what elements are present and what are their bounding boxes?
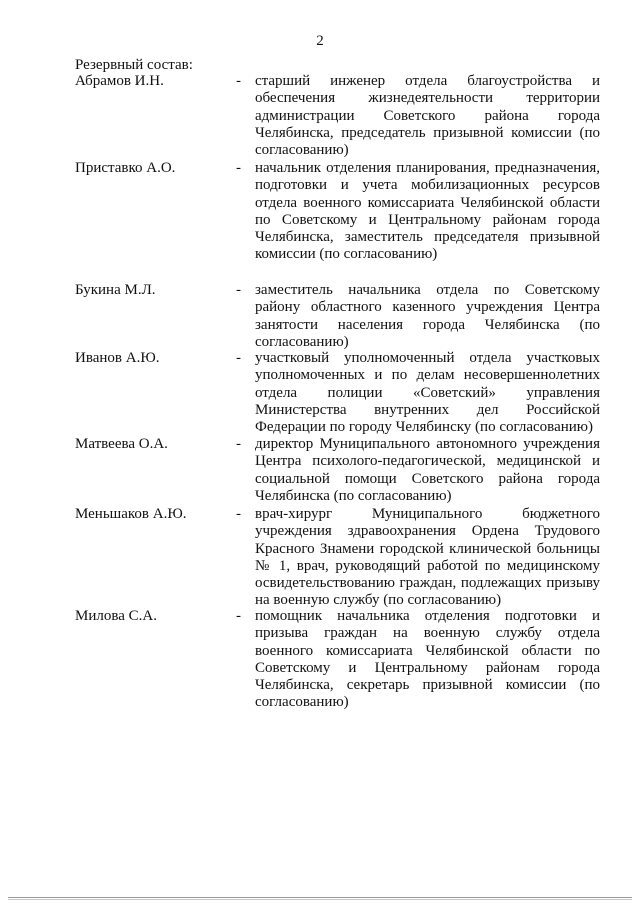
member-name: Матвеева О.А. [75, 436, 168, 452]
footer-rule [8, 899, 632, 900]
member-name: Приставко А.О. [75, 160, 176, 176]
member-role: участковый уполномоченный отдела участковых уполномоченных и по делам несовершеннолетних отдела полиции «Советский» управления Министерства внутренних дел Российской Федерации по городу Челябинску (по согласованию) [255, 350, 600, 436]
member-name: Букина М.Л. [75, 282, 156, 298]
page-number: 2 [316, 33, 324, 49]
member-role: врач-хирург Муниципального бюджетного учреждения здравоохранения Ордена Трудового Красного Знамени городской клинической больницы № 1, врач, руководящий работой по медицинскому освидетельствованию граждан, подлежащих призыву на военную службу (по согласованию) [255, 506, 600, 609]
member-name: Меньшаков А.Ю. [75, 506, 187, 522]
footer-rule [8, 897, 632, 898]
member-name: Иванов А.Ю. [75, 350, 160, 366]
section-heading: Резервный состав: [75, 57, 193, 73]
member-role: заместитель начальника отдела по Советскому району областного казенного учреждения Центра занятости населения города Челябинска (по согласованию) [255, 282, 600, 350]
dash-separator: - [236, 350, 241, 366]
member-name: Абрамов И.Н. [75, 73, 164, 89]
dash-separator: - [236, 73, 241, 89]
member-role: старший инженер отдела благоустройства и обеспечения жизнедеятельности территории администрации Советского района города Челябинска, председатель призывной комиссии (по согласованию) [255, 73, 600, 159]
member-name: Милова С.А. [75, 608, 157, 624]
member-role: помощник начальника отделения подготовки и призыва граждан на военную службу отдела военного комиссариата Челябинской области по Советскому и Центральному районам города Челябинска, секретарь призывной комиссии (по согласованию) [255, 608, 600, 711]
member-role: начальник отделения планирования, предназначения, подготовки и учета мобилизационных ресурсов отдела военного комиссариата Челябинской области по Советскому и Центральному районам города Челябинска, заместитель председателя призывной комиссии (по согласованию) [255, 160, 600, 263]
dash-separator: - [236, 282, 241, 298]
dash-separator: - [236, 608, 241, 624]
member-role: директор Муниципального автономного учреждения Центра психолого-педагогической, медицинской и социальной помощи Советского района города Челябинска (по согласованию) [255, 436, 600, 504]
dash-separator: - [236, 436, 241, 452]
dash-separator: - [236, 160, 241, 176]
dash-separator: - [236, 506, 241, 522]
